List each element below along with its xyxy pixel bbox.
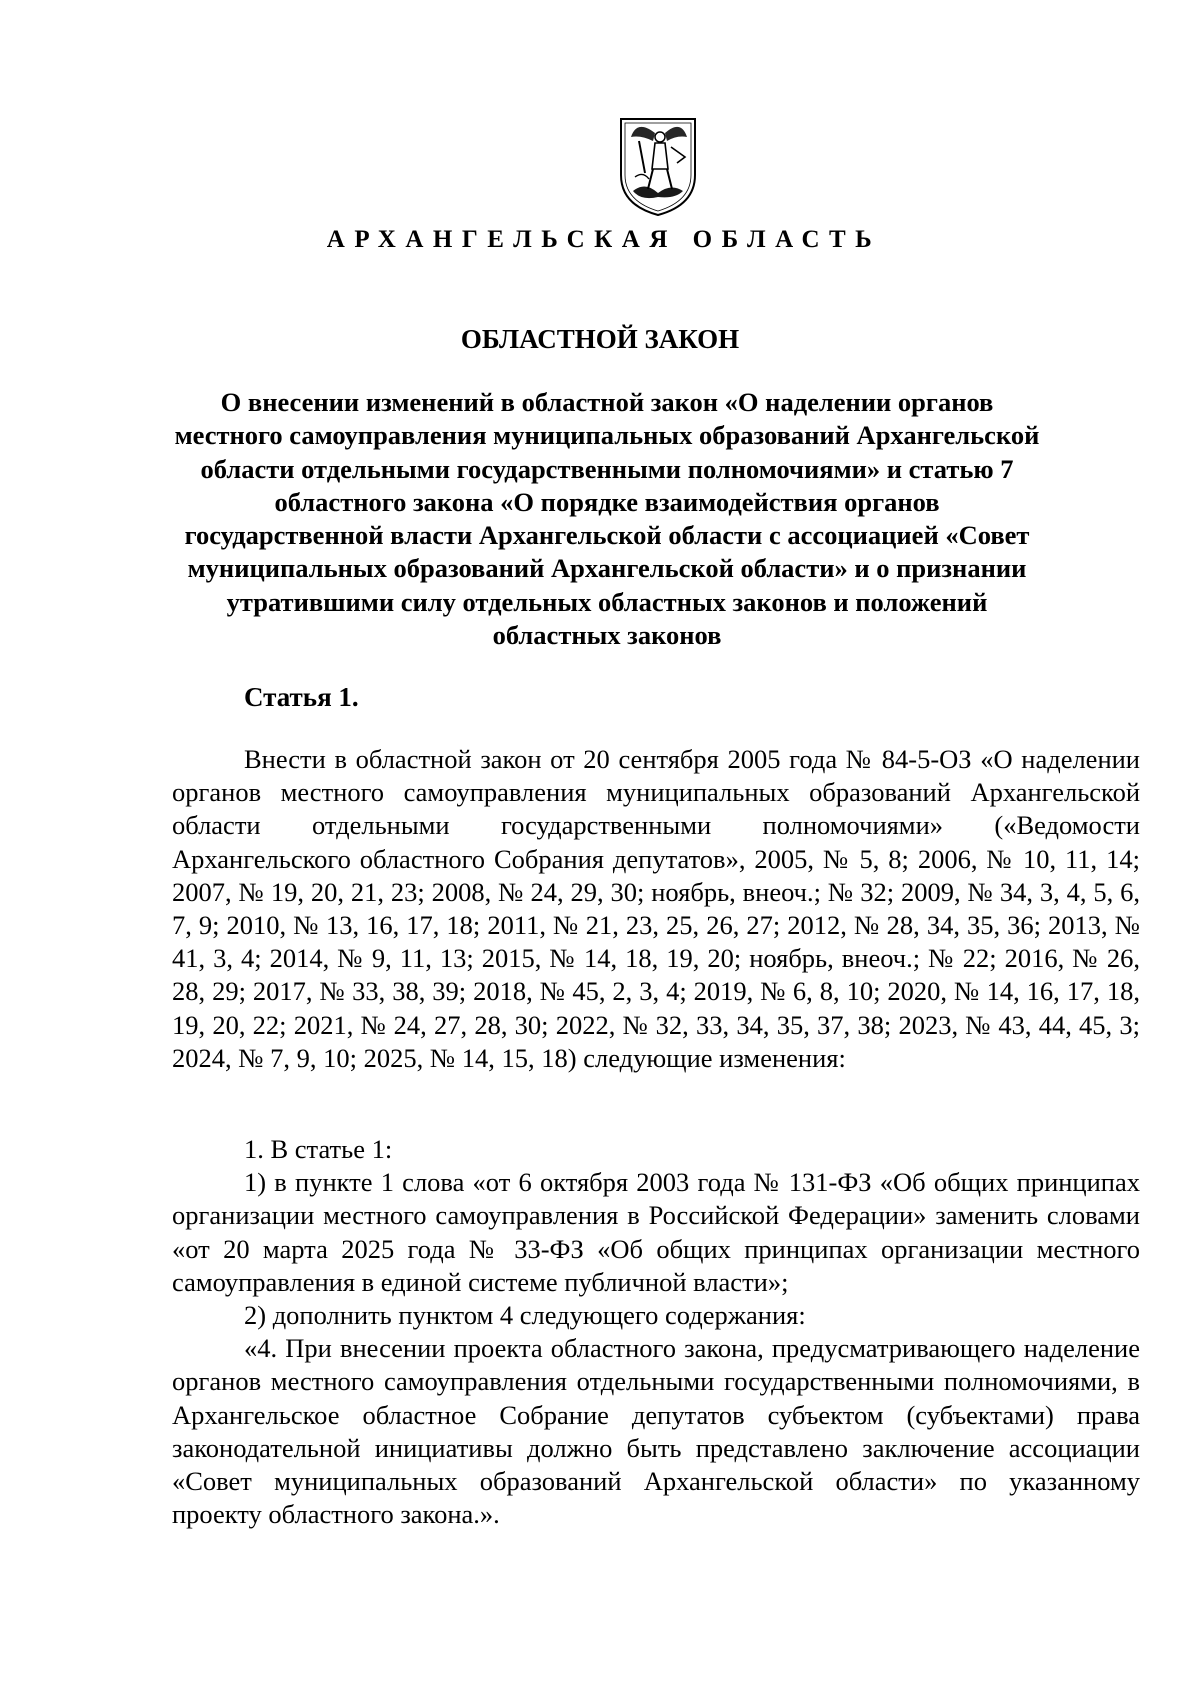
article-intro-paragraph: Внести в областной закон от 20 сентября 2005 года № 84-5-ОЗ «О наделении органов местного самоуправления муниципальных образований Архангельской области отдельными государственными полномочиями» («Ведомости Архангельского областного Собрания депутатов», 2005, № 5, 8; 2006, № 10, 11, 14; 2007, № 19, 20, 21, 23; 2008, № 24, 29, 30; ноябрь, внеоч.; № 32; 2009, № 34, 3, 4, 5, 6, 7, 9; 2010, № 13, 16, 17, 18; 2011, № 21, 23, 25, 26, 27; 2012, № 28, 34, 35, 36; 2013, № 41, 3, 4; 2014, № 9, 11, 13; 2015, № 14, 18, 19, 20; ноябрь, внеоч.; № 22; 2016, № 26, 28, 29; 2017, № 33, 38, 39; 2018, № 45, 2, 3, 4; 2019, № 6, 8, 10; 2020, № 14, 16, 17, 18, 19, 20, 22; 2021, № 24, 27, 28, 30; 2022, № 32, 33, 34, 35, 37, 38; 2023, № 43, 44, 45, 3; 2024, № 7, 9, 10; 2025, № 14, 15, 18) следующие изменения: — [172, 744, 1140, 1073]
coat-of-arms-icon — [615, 113, 701, 219]
item-paragraph-4: «4. При внесении проекта областного закона, предусматривающего наделение органов местного самоуправления отдельными государственными полномочиями, в Архангельское областное Собрание депутатов субъектом (субъектами) права законодательной инициативы должно быть представлено заключение ассоциации «Совет муниципальных образований Архангельской области» по указанному проекту областного закона.». — [172, 1333, 1140, 1530]
article-intro-block — [172, 743, 1140, 1075]
item-paragraph-2: 1) в пункте 1 слова «от 6 октября 2003 года № 131-ФЗ «Об общих принципах организации местного самоуправления в Российской Федерации» заменить словами «от 20 марта 2025 года № 33-ФЗ «Об общих принципах организации местного самоуправления в единой системе публичной власти»; — [172, 1167, 1140, 1297]
article-heading: Статья 1. — [244, 682, 359, 712]
item-paragraph-3: 2) дополнить пунктом 4 следующего содержания: — [244, 1300, 806, 1331]
law-title: О внесении изменений в областной закон «О наделении органов местного самоуправления муниципальных образований Архангельской области отдельными государственными полномочиями» и статью 7 областного закона «О порядке взаимодействия органов государственной власти Архангельской области с ассоциацией «Совет муниципальных образований Архангельской области» и о признании утратившими силу отдельных областных законов и положений областных законов — [174, 387, 1040, 651]
region-name: АРХАНГЕЛЬСКАЯ ОБЛАСТЬ — [326, 226, 882, 253]
item-paragraph-1: 1. В статье 1: — [244, 1134, 393, 1164]
article-items-block — [172, 1133, 1140, 1531]
law-type-heading: ОБЛАСТНОЙ ЗАКОН — [460, 324, 740, 354]
